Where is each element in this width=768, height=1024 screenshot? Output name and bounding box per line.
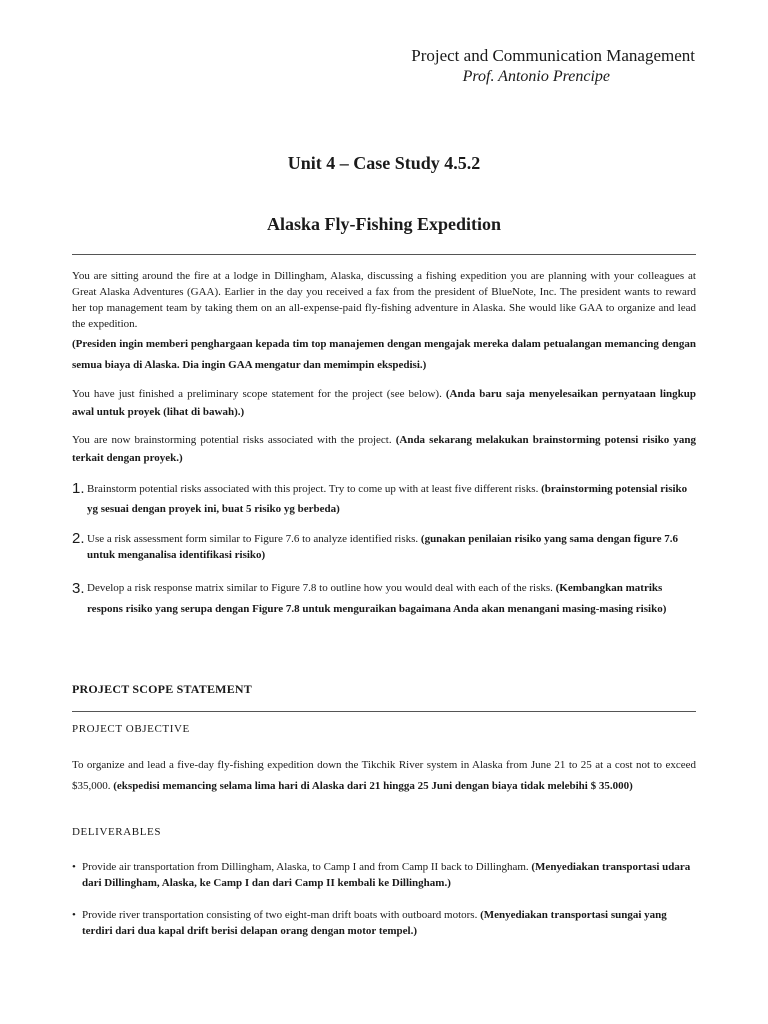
course-title: Project and Communication Management bbox=[411, 46, 695, 65]
objective-heading: PROJECT OBJECTIVE bbox=[72, 723, 190, 735]
brainstorm-text: You are now brainstorming potential risks associated with the project. bbox=[72, 434, 396, 446]
scope-divider bbox=[72, 711, 696, 712]
brainstorm-paragraph bbox=[72, 431, 696, 467]
deliverable-item bbox=[72, 907, 696, 939]
task-number: 1. bbox=[72, 480, 85, 497]
case-study-title: Alaska Fly-Fishing Expedition bbox=[266, 214, 502, 234]
task-text: Brainstorm potential risks associated with this project. Try to come up with at least five different risks. bbox=[87, 483, 542, 495]
task-translation: (brainstorming potensial risiko yg sesuai dengan proyek ini, buat 5 risiko yg berbeda) bbox=[87, 483, 688, 515]
intro-paragraph: You are sitting around the fire at a lodge in Dillingham, Alaska, discussing a fishing expedition you are planning with your colleagues at Great Alaska Adventures (GAA). Earlier in the day you received a fax from the president of BlueNote, Inc. The president wants to reward her top management team by taking them on an all-expense-paid fly-fishing adventure in Alaska. She would like GAA to organize and lead the expedition. bbox=[72, 270, 696, 330]
unit-title: Unit 4 – Case Study 4.5.2 bbox=[287, 153, 481, 173]
deliverable-translation: (Menyediakan transportasi udara dari Dillingham, Alaska, ke Camp I dan dari Camp II kembali ke Dillingham.) bbox=[82, 861, 691, 889]
deliverable-text: Provide air transportation from Dillingham, Alaska, to Camp I and from Camp II back to Dillingham. bbox=[82, 861, 532, 873]
prelim-text: You have just finished a preliminary scope statement for the project (see below). bbox=[72, 388, 446, 400]
task-number: 3. bbox=[72, 580, 85, 597]
deliverable-item bbox=[72, 859, 696, 891]
deliverable-translation: (Menyediakan transportasi sungai yang terdiri dari dua kapal drift berisi delapan orang dengan motor tempel.) bbox=[82, 909, 667, 937]
objective-paragraph bbox=[72, 755, 696, 797]
task-text: Develop a risk response matrix similar to Figure 7.8 to outline how you would deal with each of the risks. bbox=[87, 582, 556, 594]
task-translation: (Kembangkan matriks respons risiko yang serupa dengan Figure 7.8 untuk menguraikan bagaimana Anda akan menangani masing-masing risiko) bbox=[87, 582, 667, 615]
bullet-icon: • bbox=[72, 909, 76, 921]
objective-translation: (ekspedisi memancing selama lima hari di Alaska dari 21 hingga 25 Juni dengan biaya tidak melebihi $ 35.000) bbox=[113, 780, 633, 792]
professor-name: Prof. Antonio Prencipe bbox=[462, 68, 610, 85]
deliverable-text: Provide river transportation consisting of two eight-man drift boats with outboard motors. bbox=[82, 909, 481, 921]
title-divider bbox=[72, 254, 696, 255]
objective-text: To organize and lead a five-day fly-fishing expedition down the Tikchik River system in Alaska from June 21 to 25 at a cost not to exceed $35,000. bbox=[72, 759, 696, 792]
task-item bbox=[72, 479, 696, 519]
deliverables-heading: DELIVERABLES bbox=[72, 826, 162, 838]
task-number: 2. bbox=[72, 530, 85, 547]
scope-heading: PROJECT SCOPE STATEMENT bbox=[72, 682, 252, 696]
task-item bbox=[72, 531, 696, 563]
task-translation: (gunakan penilaian risiko yang sama dengan figure 7.6 untuk menganalisa identifikasi risiko) bbox=[87, 533, 679, 561]
intro-translation bbox=[72, 334, 696, 376]
task-item bbox=[72, 578, 696, 620]
prelim-paragraph bbox=[72, 385, 696, 421]
intro-translation-text: (Presiden ingin memberi penghargaan kepada tim top manajemen dengan mengajak mereka dalam petualangan memancing dengan semua biaya di Alaska. Dia ingin GAA mengatur dan memimpin ekspedisi.) bbox=[72, 338, 696, 371]
bullet-icon: • bbox=[72, 861, 76, 873]
prelim-translation: (Anda baru saja menyelesaikan pernyataan lingkup awal untuk proyek (lihat di bawah).) bbox=[72, 388, 696, 418]
task-text: Use a risk assessment form similar to Figure 7.6 to analyze identified risks. bbox=[87, 533, 421, 545]
brainstorm-translation: (Anda sekarang melakukan brainstorming potensi risiko yang terkait dengan proyek.) bbox=[72, 434, 696, 464]
